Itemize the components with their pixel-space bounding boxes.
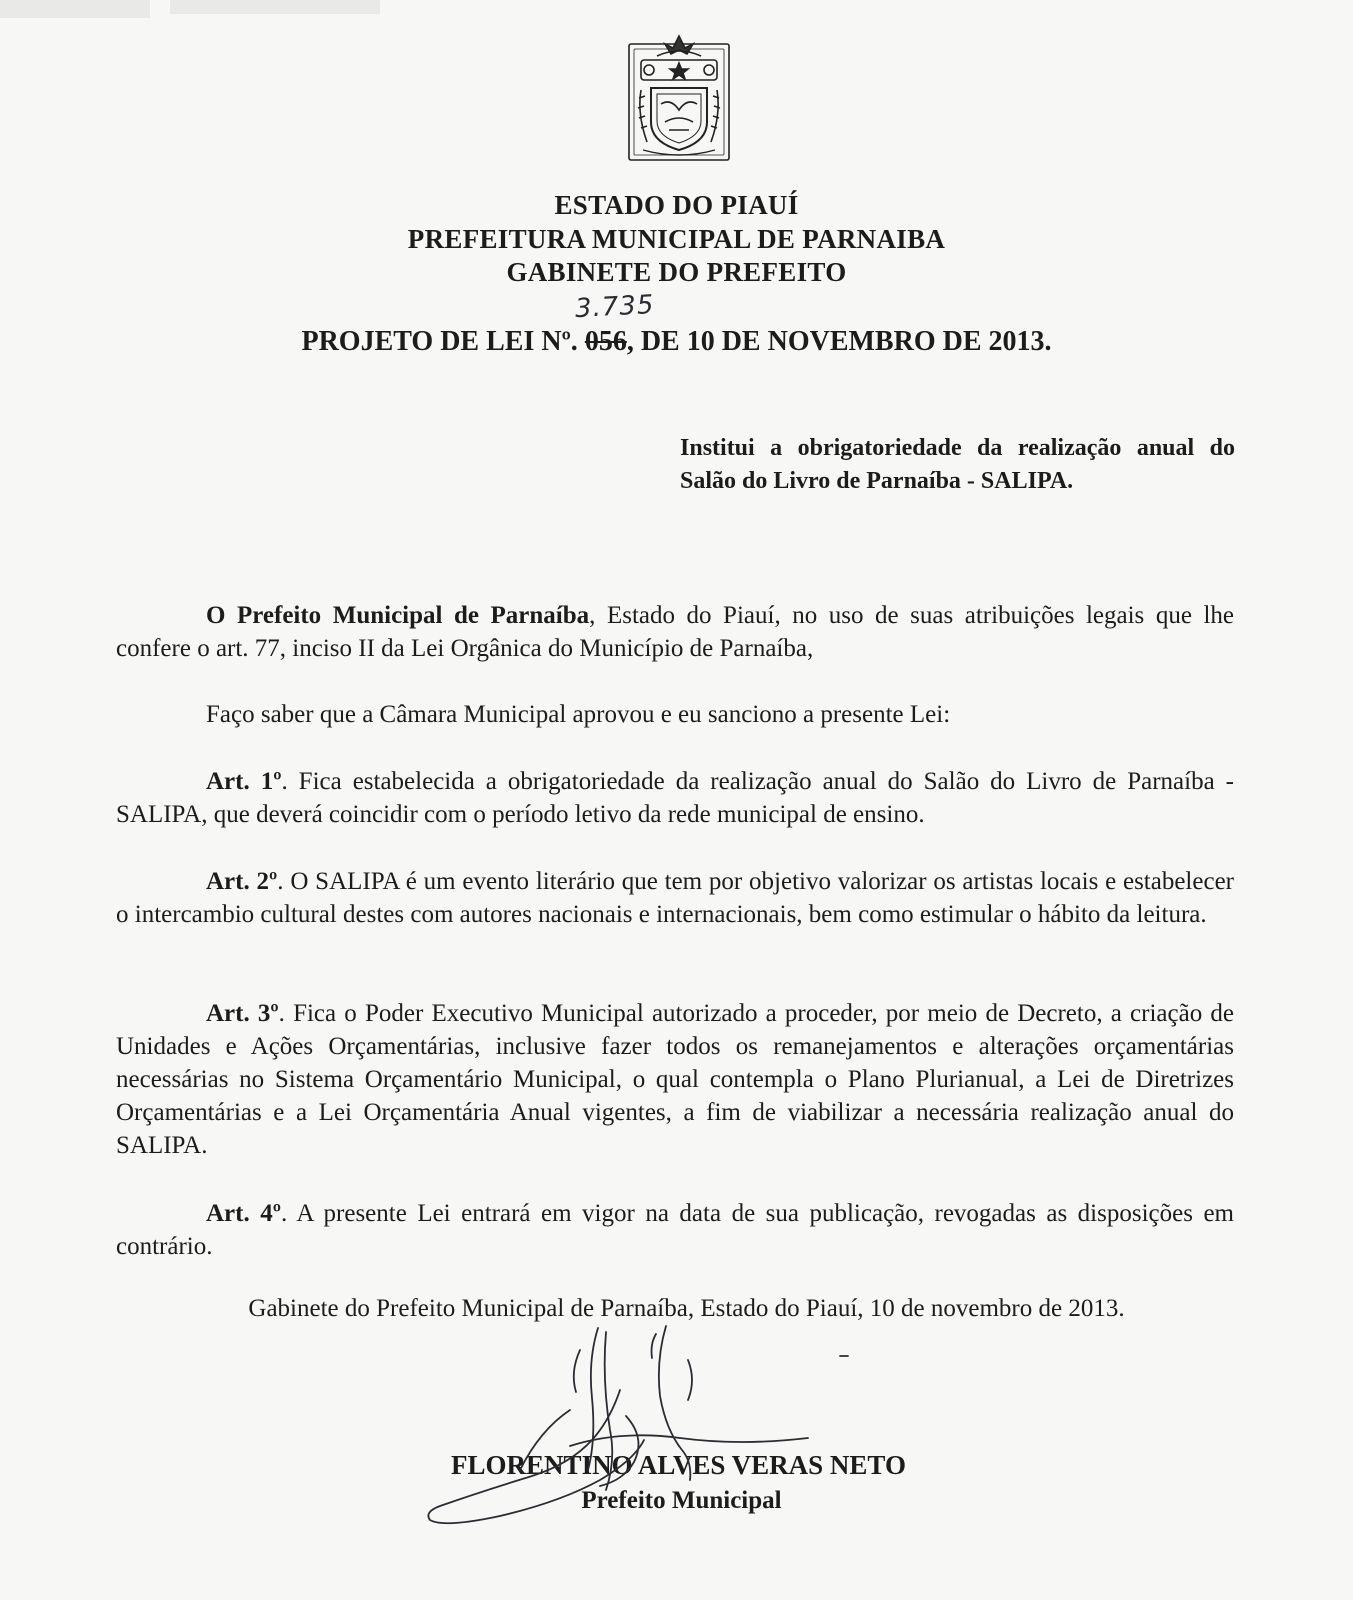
article-1-text: . Fica estabelecida a obrigatoriedade da realização anual do Salão do Livro de Parnaíba - SALIPA, que deverá coincidir com o período letivo da rede municipal de ensino. — [116, 768, 1234, 828]
article-3 — [116, 997, 1234, 1162]
intro-bold: O Prefeito Municipal de Parnaíba — [206, 602, 590, 629]
announcement-paragraph: Faço saber que a Câmara Municipal aprovou e eu sanciono a presente Lei: — [206, 701, 951, 728]
article-3-label: Art. 3º — [206, 1000, 279, 1027]
title-prefix: PROJETO DE LEI Nº. — [301, 326, 585, 357]
article-2-label: Art. 2º — [206, 868, 278, 895]
signatory-role: Prefeito Municipal — [581, 1487, 782, 1514]
scan-artifact — [170, 0, 380, 14]
header-office: GABINETE DO PREFEITO — [506, 257, 847, 287]
article-4 — [116, 1197, 1234, 1263]
handwritten-signature-icon — [420, 1320, 860, 1530]
coat-of-arms-icon — [627, 34, 731, 162]
header-prefecture: PREFEITURA MUNICIPAL DE PARNAIBA — [407, 224, 946, 254]
article-1-label: Art. 1º — [206, 768, 282, 795]
intro-paragraph — [116, 599, 1234, 665]
article-1 — [116, 765, 1234, 831]
ementa: Institui a obrigatoriedade da realização anual do Salão do Livro de Parnaíba - SALIPA. — [680, 435, 1235, 494]
intro-text: , Estado do Piauí, no uso de suas atribuições legais que lhe confere o art. 77, inciso II da Lei Orgânica do Município de Parnaíba, — [116, 602, 1234, 662]
handwritten-number: 3.735 — [574, 289, 656, 325]
header-state: ESTADO DO PIAUÍ — [554, 190, 799, 220]
title-crossed-number: 056 — [584, 326, 627, 357]
article-2-text: . O SALIPA é um evento literário que tem por objetivo valorizar os artistas locais e estabelecer o intercambio cultural destes com autores nacionais e internacionais, bem como estimular o hábito da leitura. — [116, 868, 1234, 928]
closing-place-date: Gabinete do Prefeito Municipal de Parnaíba, Estado do Piauí, 10 de novembro de 2013. — [248, 1295, 1125, 1322]
title-suffix: , DE 10 DE NOVEMBRO DE 2013. — [626, 326, 1052, 357]
document-title — [0, 326, 1353, 358]
scan-artifact — [0, 0, 150, 18]
article-4-label: Art. 4º — [206, 1200, 281, 1227]
article-4-text: . A presente Lei entrará em vigor na data de sua publicação, revogadas as disposições em contrário. — [116, 1200, 1234, 1260]
signatory-name: FLORENTINO ALVES VERAS NETO — [451, 1450, 906, 1480]
article-3-text: . Fica o Poder Executivo Municipal autorizado a proceder, por meio de Decreto, a criação de Unidades e Ações Orçamentárias, inclusive fazer todos os remanejamentos e alterações orçamentárias necessárias no Sistema Orçamentário Municipal, o qual contempla o Plano Plurianual, a Lei de Diretrizes Orçamentárias e a Lei Orçamentária Anual vigentes, a fim de viabilizar a necessária realização anual do SALIPA. — [116, 1000, 1234, 1159]
article-2 — [116, 865, 1234, 931]
